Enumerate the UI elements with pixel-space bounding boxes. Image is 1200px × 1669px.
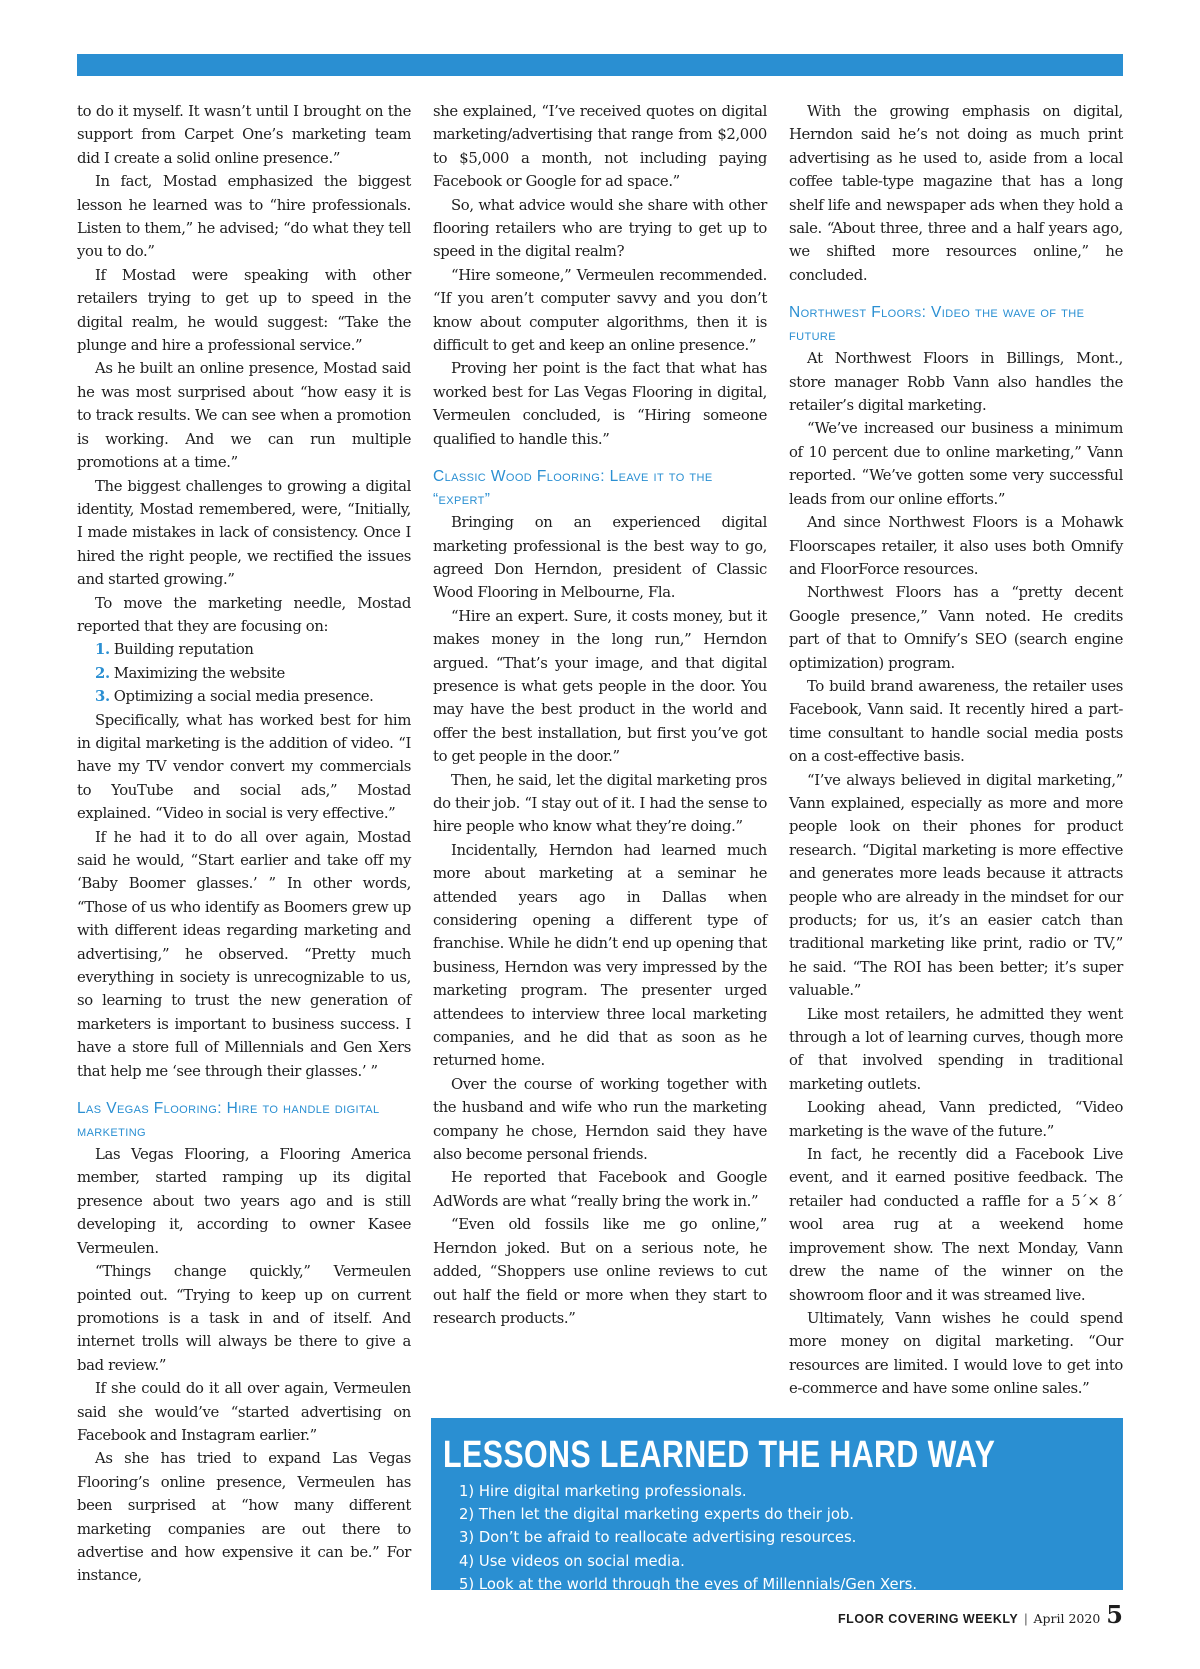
paragraph: Incidentally, Herndon had learned much more about marketing at a seminar he attended years ago in Dallas when considering opening a different type of franchise. While he didn’t end up opening that business, Herndon was very impressed by the marketing program. The presenter urged attendees to interview three local marketing companies, and he did that as soon as he returned home.: [433, 841, 767, 1070]
focus-list: [77, 638, 411, 708]
paragraph: To build brand awareness, the retailer uses Facebook, Vann said. It recently hired a part-time consultant to handle social media posts on a cost-effective basis.: [789, 677, 1123, 766]
list-text: Maximizing the website: [113, 664, 285, 682]
paragraph: “Even old fossils like me go online,” Herndon joked. But on a serious note, he added, “Shoppers use online reviews to cut out half the field or more when they start to research products.”: [433, 1216, 767, 1327]
page-footer: [0, 1600, 1123, 1630]
page-number: 5: [1106, 1600, 1123, 1629]
paragraph: And since Northwest Floors is a Mohawk Floorscapes retailer, it also uses both Omnify and FloorForce resources.: [789, 514, 1123, 578]
paragraph: At Northwest Floors in Billings, Mont., store manager Robb Vann also handles the retailer’s digital marketing.: [789, 350, 1123, 415]
issue-date: April 2020: [1033, 1611, 1101, 1626]
paragraph: “I’ve always believed in digital marketing,” Vann explained, especially as more and more people look on their phones for product research. “Digital marketing is more effective and generates more leads because it attracts people who are already in the mindset for our products; for us, it’s an easier catch than traditional marketing like print, radio or TV,” he said. “The ROI has been better; it’s super valuable.”: [789, 771, 1123, 1000]
paragraph: In fact, he recently did a Facebook Live event, and it earned positive feedback. The retailer had conducted a raffle for a 5´× 8´ wool area rug at a weekend home improvement show. The next Monday, Vann drew the name of the winner on the showroom floor and it was streamed live.: [789, 1146, 1123, 1304]
paragraph: To move the marketing needle, Mostad reported that they are focusing on:: [77, 594, 411, 635]
paragraph: Looking ahead, Vann predicted, “Video marketing is the wave of the future.”: [789, 1099, 1123, 1140]
paragraph: Over the course of working together with the husband and wife who run the marketing company he chose, Herndon said they have also become personal friends.: [433, 1075, 767, 1164]
paragraph: With the growing emphasis on digital, Herndon said he’s not doing as much print advertising as he used to, aside from a local coffee table-type magazine that has a long shelf life and newspaper ads when they hold a sale. “About three, three and a half years ago, we shifted more resources online,” he concluded.: [789, 103, 1123, 284]
list-item: [95, 662, 411, 685]
footer-separator: |: [1024, 1612, 1028, 1626]
paragraph: The biggest challenges to growing a digital identity, Mostad remembered, were, “Initially, I made mistakes in lack of consistency. Once I hired the right people, we rectified the issues and started growing.”: [77, 477, 411, 589]
lesson-item: 3) Don’t be afraid to reallocate advertising resources.: [459, 1529, 857, 1547]
column-1: [77, 100, 411, 1585]
list-number: 2.: [95, 664, 110, 682]
paragraph: Like most retailers, he admitted they went through a lot of learning curves, though more of that involved spending in traditional marketing outlets.: [789, 1005, 1123, 1093]
paragraph: If he had it to do all over again, Mostad said he would, “Start earlier and take off my ‘Baby Boomer glasses.’ ” In other words, “Those of us who identify as Boomers grew up with different ideas regarding marketing and advertising,” he observed. “Pretty much everything in society is unrecognizable to us, so learning to trust the new generation of marketers is important to business success. I have a store full of Millennials and Gen Xers that help me ‘see through their glasses.’ ”: [77, 828, 411, 1080]
paragraph: Then, he said, let the digital marketing pros do their job. “I stay out of it. I had the sense to hire people who know what they’re doing.”: [433, 771, 767, 836]
list-item: [95, 685, 411, 708]
publication-name: FLOOR COVERING WEEKLY: [838, 1612, 1019, 1626]
section-heading-northwest-floors: Northwest Floors: Video the wave of the future: [789, 304, 1085, 345]
paragraph: He reported that Facebook and Google AdWords are what “really bring the work in.”: [433, 1169, 767, 1210]
column-3: [789, 100, 1123, 1405]
lesson-item: 5) Look at the world through the eyes of Millennials/Gen Xers.: [459, 1575, 918, 1593]
paragraph: Proving her point is the fact that what has worked best for Las Vegas Flooring in digital, Vermeulen concluded, is “Hiring someone qualified to handle this.”: [433, 360, 767, 448]
paragraph: So, what advice would she share with other flooring retailers who are trying to get up to speed in the digital realm?: [433, 196, 767, 261]
paragraph: she explained, “I’ve received quotes on digital marketing/advertising that range from $2,000 to $5,000 a month, not including paying Facebook or Google for ad space.”: [433, 103, 767, 191]
paragraph: to do it myself. It wasn’t until I brought on the support from Carpet One’s marketing team did I create a solid online presence.”: [77, 103, 411, 167]
lesson-item: 1) Hire digital marketing professionals.: [459, 1483, 747, 1500]
paragraph: “We’ve increased our business a minimum of 10 percent due to online marketing,” Vann reported. “We’ve gotten some very successful leads from our online efforts.”: [789, 420, 1123, 508]
header-accent-bar: [77, 54, 1123, 76]
list-text: Building reputation: [113, 641, 254, 659]
paragraph: As she has tried to expand Las Vegas Flooring’s online presence, Vermeulen has been surprised at “how many different marketing companies are out there to advertise and how expensive it can be.” For instance,: [77, 1450, 411, 1585]
paragraph: “Hire an expert. Sure, it costs money, but it makes money in the long run,” Herndon argued. “That’s your image, and that digital presence is what gets people in the door. You may have the best product in the world and offer the best installation, but first you’ve got to get people in the door.”: [433, 607, 767, 766]
paragraph: “Things change quickly,” Vermeulen pointed out. “Trying to keep up on current promotions is a task in and of itself. And internet trolls will always be there to give a bad review.”: [77, 1263, 411, 1374]
lesson-item: 4) Use videos on social media.: [459, 1552, 685, 1570]
list-number: 1.: [95, 641, 110, 659]
paragraph: “Hire someone,” Vermeulen recommended. “If you aren’t computer savvy and you don’t know about computer algorithms, then it is difficult to get and keep an online presence.”: [433, 266, 767, 355]
list-number: 3.: [95, 688, 110, 706]
paragraph: Las Vegas Flooring, a Flooring America member, started ramping up its digital presence about two years ago and is still developing it, according to owner Kasee Vermeulen.: [77, 1146, 411, 1257]
lesson-item: 2) Then let the digital marketing experts do their job.: [459, 1506, 854, 1524]
list-item: [95, 638, 411, 661]
paragraph: As he built an online presence, Mostad said he was most surprised about “how easy it is to track results. We can see when a promotion is working. And we can run multiple promotions at a time.”: [77, 360, 411, 472]
column-2: [433, 100, 767, 1405]
paragraph: Bringing on an experienced digital marketing professional is the best way to go, agreed Don Herndon, president of Classic Wood Flooring in Melbourne, Fla.: [433, 514, 767, 602]
section-heading-classic-wood-flooring: Classic Wood Flooring: Leave it to the “expert”: [433, 468, 713, 509]
list-text: Optimizing a social media presence.: [113, 688, 374, 706]
paragraph: In fact, Mostad emphasized the biggest lesson he learned was to “hire professionals. Listen to them,” he advised; “do what they tell you to do.”: [77, 173, 411, 261]
lessons-list: [431, 1480, 1123, 1596]
paragraph: If Mostad were speaking with other retailers trying to get up to speed in the digital realm, he would suggest: “Take the plunge and hire a professional service.”: [77, 266, 411, 355]
sidebar-title: LESSONS LEARNED THE HARD WAY: [443, 1434, 996, 1476]
paragraph: Specifically, what has worked best for him in digital marketing is the addition of video. “I have my TV vendor convert my commercials to YouTube and social ads,” Mostad explained. “Video in social is very effective.”: [77, 711, 411, 823]
paragraph: If she could do it all over again, Vermeulen said she would’ve “started advertising on Facebook and Instagram earlier.”: [77, 1380, 411, 1444]
section-heading-las-vegas-flooring: Las Vegas Flooring: Hire to handle digital marketing: [77, 1100, 380, 1141]
lessons-sidebar: [431, 1418, 1123, 1593]
paragraph: Ultimately, Vann wishes he could spend more money on digital marketing. “Our resources are limited. I would love to get into e-commerce and have some online sales.”: [789, 1309, 1123, 1398]
paragraph: Northwest Floors has a “pretty decent Google presence,” Vann noted. He credits part of that to Omnify’s SEO (search engine optimization) program.: [789, 584, 1123, 672]
